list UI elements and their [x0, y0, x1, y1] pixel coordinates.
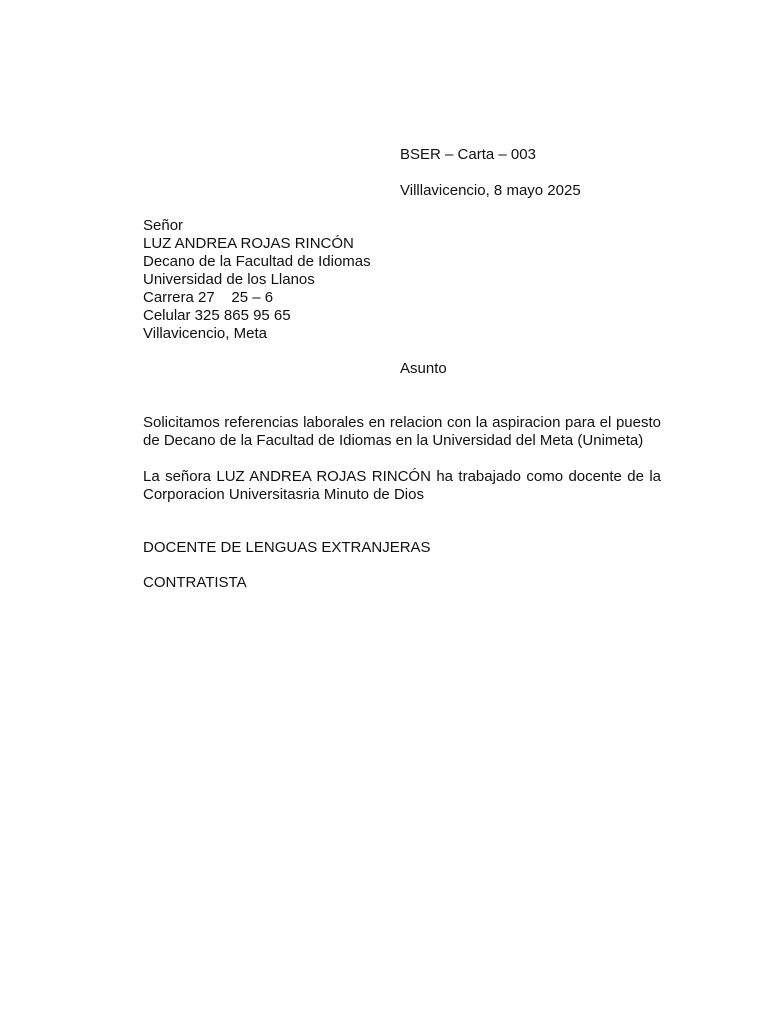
recipient-institution: Universidad de los Llanos — [143, 271, 315, 288]
paragraph-request: Solicitamos referencias laborales en relacion con la aspiracion para el puesto de Decano de la Facultad de Idiomas en la Universidad del Meta (Unimeta) — [143, 414, 661, 449]
letter-place-date: Villlavicencio, 8 mayo 2025 — [400, 182, 581, 199]
recipient-name: LUZ ANDREA ROJAS RINCÓN — [143, 235, 354, 252]
recipient-position: Decano de la Facultad de Idiomas — [143, 253, 371, 270]
recipient-city: Villavicencio, Meta — [143, 325, 267, 342]
contract-type: CONTRATISTA — [143, 574, 247, 591]
letter-reference: BSER – Carta – 003 — [400, 146, 536, 163]
recipient-block — [143, 217, 661, 343]
role-title: DOCENTE DE LENGUAS EXTRANJERAS — [143, 539, 431, 556]
letter-subject: Asunto — [400, 360, 447, 377]
recipient-address: Carrera 27 25 – 6 — [143, 289, 274, 306]
recipient-phone: Celular 325 865 95 65 — [143, 307, 291, 324]
recipient-salutation: Señor — [143, 217, 184, 234]
paragraph-experience: La señora LUZ ANDREA ROJAS RINCÓN ha trabajado como docente de la Corporacion Universitasria Minuto de Dios — [143, 468, 661, 503]
